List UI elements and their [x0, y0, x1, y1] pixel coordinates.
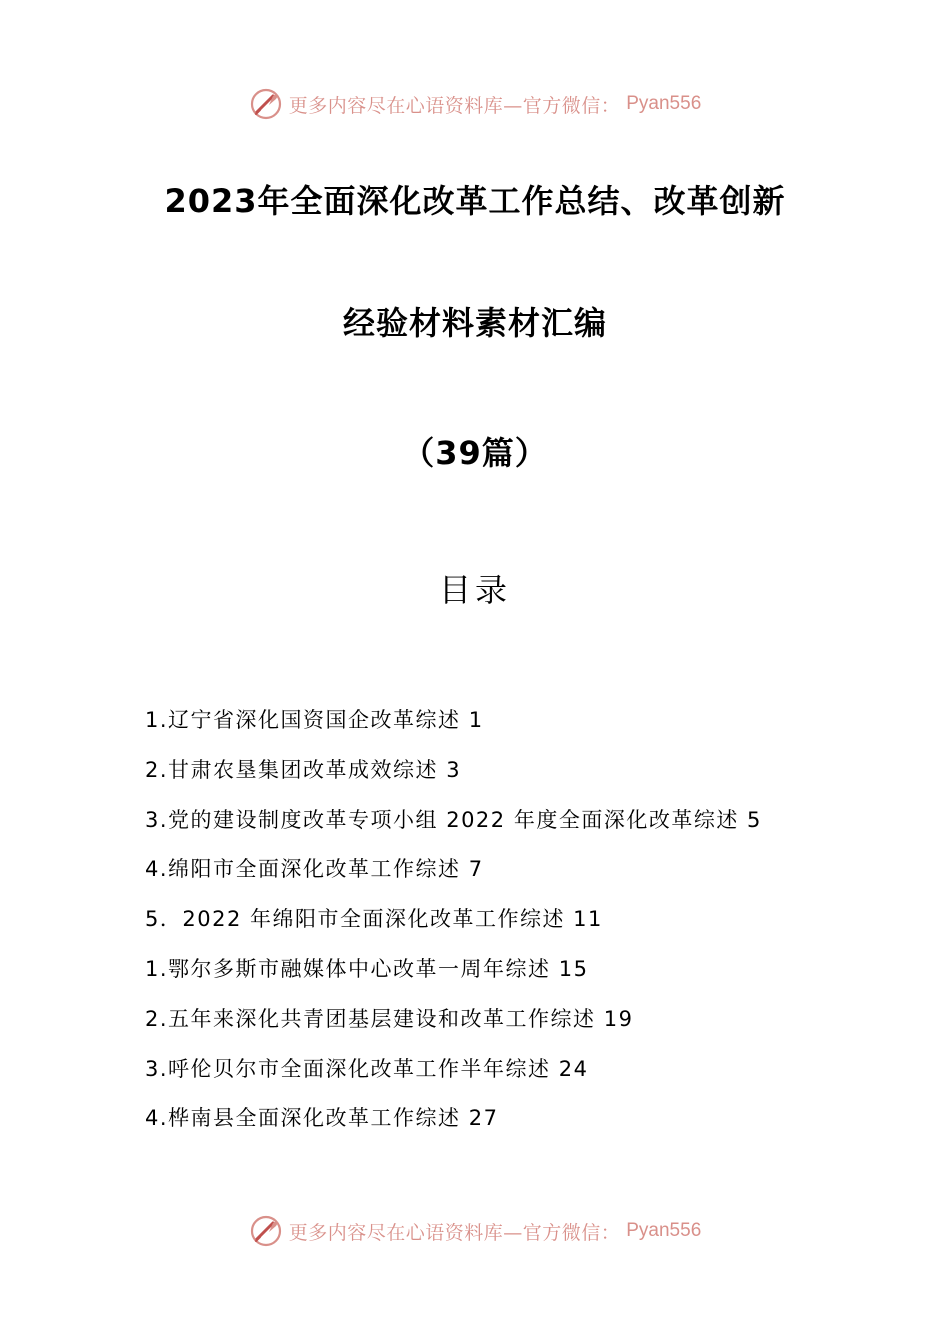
toc-item[interactable]: 1.鄂尔多斯市融媒体中心改革一周年综述 15 — [145, 956, 589, 981]
watermark-text: 更多内容尽在心语资料库—官方微信： — [288, 1221, 621, 1244]
toc-item[interactable]: 4.绵阳市全面深化改革工作综述 7 — [145, 857, 484, 882]
toc-item[interactable]: 3.呼伦贝尔市全面深化改革工作半年综述 24 — [145, 1056, 589, 1081]
document-title-line-2: 经验材料素材汇编 — [342, 304, 607, 342]
quill-logo-icon — [249, 1214, 283, 1248]
toc-item[interactable]: 2.五年来深化共青团基层建设和改革工作综述 19 — [145, 1006, 634, 1031]
toc-item[interactable]: 2.甘肃农垦集团改革成效综述 3 — [145, 757, 462, 782]
toc-list — [145, 700, 845, 1148]
watermark-header — [0, 84, 950, 124]
toc-heading: 目录 — [438, 571, 511, 609]
toc-item[interactable]: 5．2022 年绵阳市全面深化改革工作综述 11 — [145, 907, 603, 932]
watermark-id: Pyan556 — [626, 1220, 702, 1241]
toc-item[interactable]: 1.辽宁省深化国资国企改革综述 1 — [145, 708, 484, 732]
watermark-id: Pyan556 — [626, 93, 702, 114]
watermark-text: 更多内容尽在心语资料库—官方微信： — [288, 94, 621, 117]
quill-logo-icon — [249, 87, 283, 121]
toc-item[interactable]: 4.桦南县全面深化改革工作综述 27 — [145, 1106, 499, 1131]
document-title-line-1: 2023年全面深化改革工作总结、改革创新 — [164, 182, 786, 220]
toc-item[interactable]: 3.党的建设制度改革专项小组 2022 年度全面深化改革综述 5 — [145, 807, 762, 832]
watermark-footer — [0, 1211, 950, 1251]
document-title-count: （39篇） — [402, 434, 548, 472]
